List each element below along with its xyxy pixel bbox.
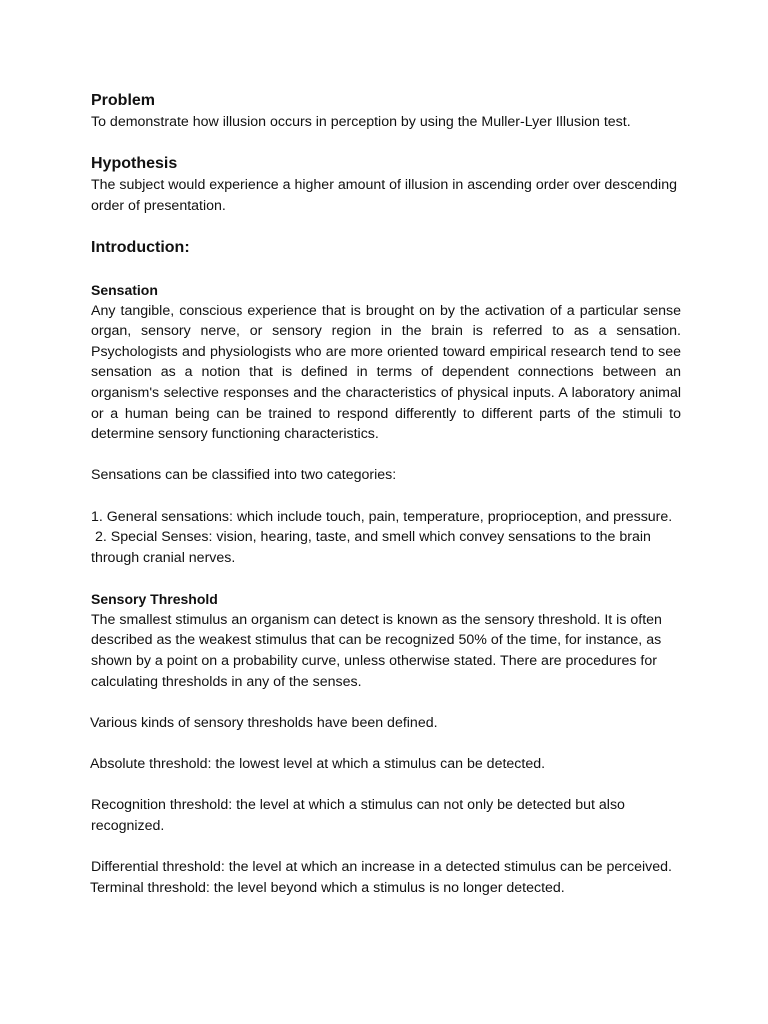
problem-heading: Problem	[91, 92, 156, 109]
category-item-general: 1. General sensations: which include touch, pain, temperature, proprioception, and pressure.	[91, 508, 673, 525]
threshold-kinds: Various kinds of sensory thresholds have been defined.	[90, 714, 438, 731]
recognition-threshold: Recognition threshold: the level at which a stimulus can not only be detected but also recognized.	[91, 797, 625, 834]
differential-threshold: Differential threshold: the level at which an increase in a detected stimulus can be perceived.	[91, 859, 672, 875]
sensation-paragraph: Any tangible, conscious experience that is brought on by the activation of a particular sense organ, sensory nerve, or sensory region in the brain is referred to as a sensation. Psychologists and physiologists who are more oriented toward empirical research tend to see sensation as a notion that is defined in terms of dependent connections between an organism's selective responses and the characteristics of physical inputs. A laboratory animal or a human being can be trained to respond differently to different parts of the stimuli to determine sensory functioning characteristics.	[91, 302, 681, 443]
categories-intro: Sensations can be classified into two categories:	[91, 467, 397, 484]
hypothesis-heading: Hypothesis	[91, 155, 178, 173]
hypothesis-text: The subject would experience a higher amount of illusion in ascending order over descending order of presentation.	[91, 177, 677, 214]
document-page	[91, 90, 681, 898]
threshold-paragraph: The smallest stimulus an organism can detect is known as the sensory threshold. It is often described as the weakest stimulus that can be recognized 50% of the time, for instance, as shown by a point on a probability curve, unless otherwise stated. There are procedures for calculating thresholds in any of the senses.	[91, 611, 662, 690]
introduction-heading: Introduction:	[91, 238, 190, 256]
category-item-special: 2. Special Senses: vision, hearing, taste, and smell which convey sensations to the brain through cranial nerves.	[91, 529, 655, 566]
absolute-threshold: Absolute threshold: the lowest level at which a stimulus can be detected.	[90, 756, 546, 773]
terminal-threshold: Terminal threshold: the level beyond which a stimulus is no longer detected.	[90, 879, 565, 896]
threshold-heading: Sensory Threshold	[91, 590, 218, 607]
sensation-heading: Sensation	[91, 281, 158, 298]
problem-text: To demonstrate how illusion occurs in perception by using the Muller-Lyer Illusion test.	[91, 114, 631, 130]
